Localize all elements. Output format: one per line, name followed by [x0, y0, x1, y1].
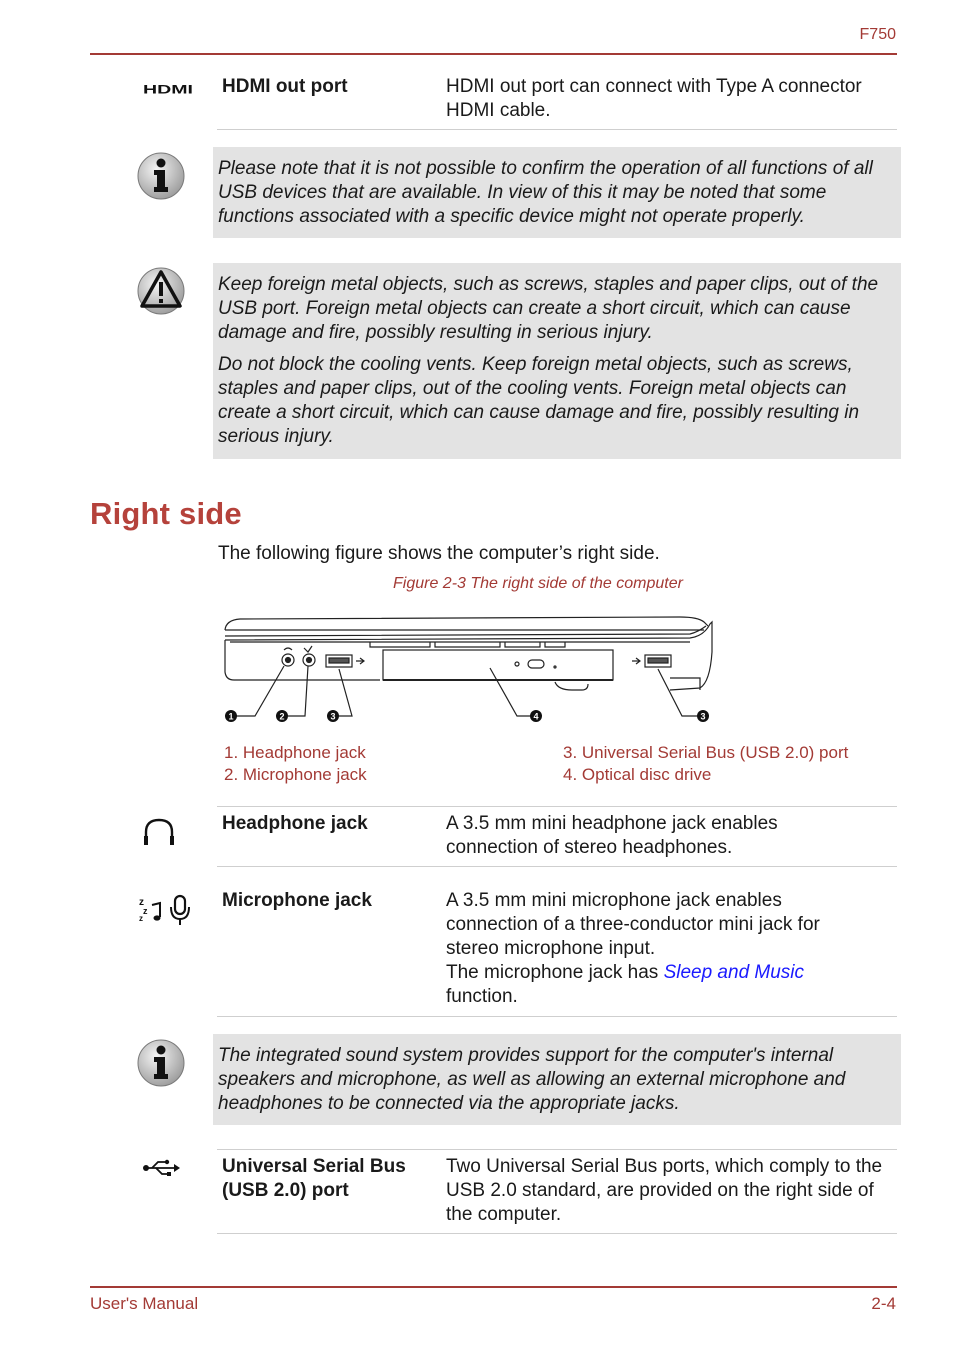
figure-caption: Figure 2-3 The right side of the computer	[393, 575, 683, 592]
note-sound	[213, 1034, 901, 1125]
info-icon	[136, 151, 186, 206]
warning-box	[213, 263, 901, 459]
usb-term	[222, 1155, 406, 1203]
headphone-term: Headphone jack	[222, 813, 368, 834]
usb-description: Two Universal Serial Bus ports, which comply to the USB 2.0 standard, are provided on the right side of the computer.	[446, 1156, 883, 1225]
legend-item: 3. Universal Serial Bus (USB 2.0) port	[563, 743, 849, 762]
section-intro: The following figure shows the computer’s right side.	[218, 543, 660, 564]
microphone-sleep-music-icon	[138, 893, 192, 932]
callout-4: 4	[533, 711, 539, 722]
legend-right	[563, 742, 848, 786]
headphone-icon	[142, 817, 176, 852]
svg-text:HDMI: HDMI	[143, 83, 193, 95]
microphone-description-prefix: The microphone jack has	[446, 962, 664, 983]
microphone-description-suffix: function.	[446, 986, 518, 1007]
info-icon	[136, 1038, 186, 1093]
section-title: Right side	[90, 496, 242, 531]
legend-left	[224, 742, 367, 786]
laptop-right-side-figure	[220, 612, 720, 727]
usb-term-line1: Universal Serial Bus	[222, 1156, 406, 1177]
footer-left: User's Manual	[90, 1294, 199, 1313]
usb-term-line2: (USB 2.0) port	[222, 1180, 349, 1201]
svg-text:z: z	[139, 914, 143, 923]
footer-rule	[90, 1286, 897, 1288]
callout-3b: 3	[700, 711, 706, 722]
row-divider	[217, 866, 897, 867]
callout-3a: 3	[330, 711, 336, 722]
header-rule	[90, 53, 897, 55]
row-divider	[217, 1233, 897, 1234]
hdmi-description: HDMI out port can connect with Type A connector HDMI cable.	[446, 76, 862, 121]
footer-page-number: 2-4	[871, 1294, 896, 1313]
warning-text-1: Keep foreign metal objects, such as screws, staples and paper clips, out of the USB port. Foreign metal objects can create a short circuit, which can cause damage and fire, possibly resulting in serious injury.	[218, 274, 879, 343]
note-sound-text: The integrated sound system provides support for the computer's internal speakers and microphone, as well as allowing an external microphone and headphones to be connected via the appropriate jacks.	[218, 1045, 846, 1114]
row-divider	[217, 806, 897, 807]
sleep-and-music-link[interactable]: Sleep and Music	[663, 962, 805, 983]
usb-icon	[142, 1158, 180, 1183]
legend-item: 1. Headphone jack	[224, 743, 366, 762]
legend-item: 4. Optical disc drive	[563, 765, 712, 784]
callout-2: 2	[279, 711, 285, 722]
note-usb-text: Please note that it is not possible to confirm the operation of all functions of all USB devices that are available. In view of this it may be noted that some functions associated with a specific device might not operate properly.	[218, 158, 873, 227]
headphone-description: A 3.5 mm mini headphone jack enables connection of stereo headphones.	[446, 813, 778, 858]
legend-item: 2. Microphone jack	[224, 765, 367, 784]
warning-icon	[136, 266, 186, 321]
note-usb	[213, 147, 901, 238]
microphone-description-line1: A 3.5 mm mini microphone jack enables connection of a three-conductor mini jack for stereo microphone input.	[446, 890, 820, 959]
svg-text:z: z	[139, 897, 144, 908]
hdmi-term: HDMI out port	[222, 76, 348, 97]
svg-text:z: z	[143, 906, 148, 916]
row-divider	[217, 1016, 897, 1017]
row-divider	[217, 129, 897, 130]
microphone-description-line2	[446, 961, 866, 1009]
callout-1: 1	[228, 711, 234, 722]
row-divider	[217, 1149, 897, 1150]
microphone-description	[446, 889, 866, 1009]
hdmi-icon	[143, 82, 193, 100]
warning-text-2: Do not block the cooling vents. Keep foreign metal objects, such as screws, staples and paper clips, out of the cooling vents. Foreign metal objects can create a short circuit, which can cause damage and fire, possibly resulting in serious injury.	[218, 354, 860, 447]
microphone-term: Microphone jack	[222, 890, 372, 911]
header-model: F750	[859, 26, 896, 43]
